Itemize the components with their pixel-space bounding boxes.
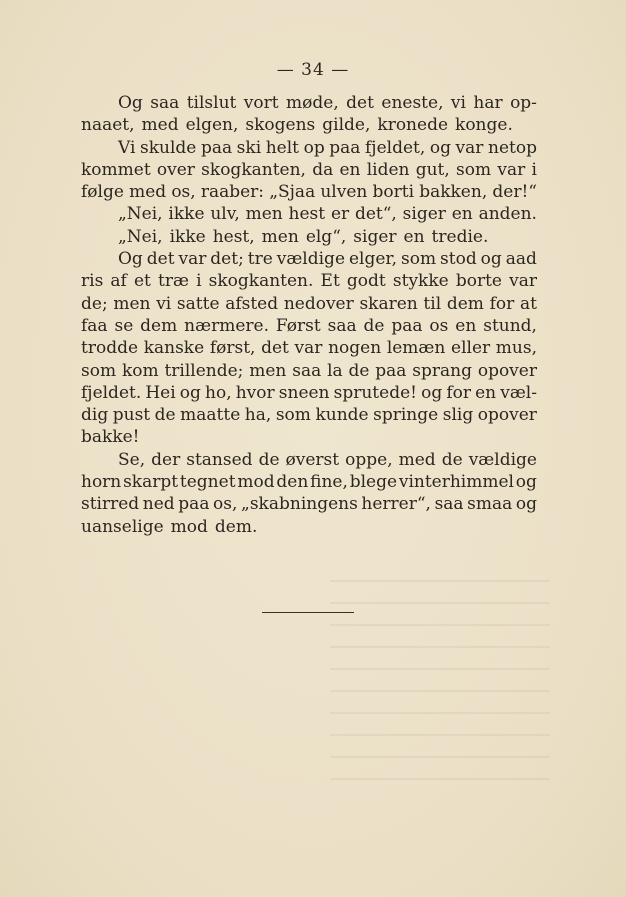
text-line: naaet, med elgen, skogens gilde, kronede konge. xyxy=(81,115,513,136)
text-line: som kom trillende; men saa la de paa sprang opover xyxy=(81,360,537,381)
text-line: Se, der stansed de øverst oppe, med de vældige xyxy=(118,449,537,470)
text-line: fjeldet. Hei og ho, hvor sneen sprutede! og for en væl- xyxy=(81,382,537,403)
text-line: uanselige mod dem. xyxy=(81,516,258,537)
text-line: Vi skulde paa ski helt op paa fjeldet, og var netop xyxy=(118,137,537,158)
page-number: — 34 — xyxy=(276,60,350,80)
text-line: dig pust de maatte ha, som kunde springe slig opover xyxy=(81,405,537,426)
text-line: Og det var det; tre vældige elger, som stod og aad xyxy=(118,249,537,270)
section-divider xyxy=(262,612,354,613)
text-line: faa se dem nærmere. Først saa de paa os en stund, xyxy=(81,315,537,336)
text-line: „Nei, ikke hest, men elg“, siger en tredie. xyxy=(118,226,489,247)
text-line: Og saa tilslut vort møde, det eneste, vi har op- xyxy=(118,93,537,113)
text-line: følge med os, raaber: „Sjaa ulven borti bakken, der!“ xyxy=(81,182,537,203)
text-line: trodde kanske først, det var nogen lemæn eller mus, xyxy=(81,338,537,359)
text-line: horn skarpt tegnet mod den fine, blege vinterhimmel og xyxy=(81,472,537,493)
text-line: bakke! xyxy=(81,427,140,448)
text-line: de; men vi satte afsted nedover skaren til dem for at xyxy=(81,293,537,314)
bleed-through-shadow xyxy=(330,580,550,780)
text-line: „Nei, ikke ulv, men hest er det“, siger en anden. xyxy=(118,204,537,225)
text-line: stirred ned paa os, „skabningens herrer“, saa smaa og xyxy=(81,494,537,515)
body-text xyxy=(81,92,537,538)
text-line: ris af et træ i skogkanten. Et godt stykke borte var xyxy=(81,271,537,292)
text-line: kommet over skogkanten, da en liden gut, som var i xyxy=(81,159,537,180)
